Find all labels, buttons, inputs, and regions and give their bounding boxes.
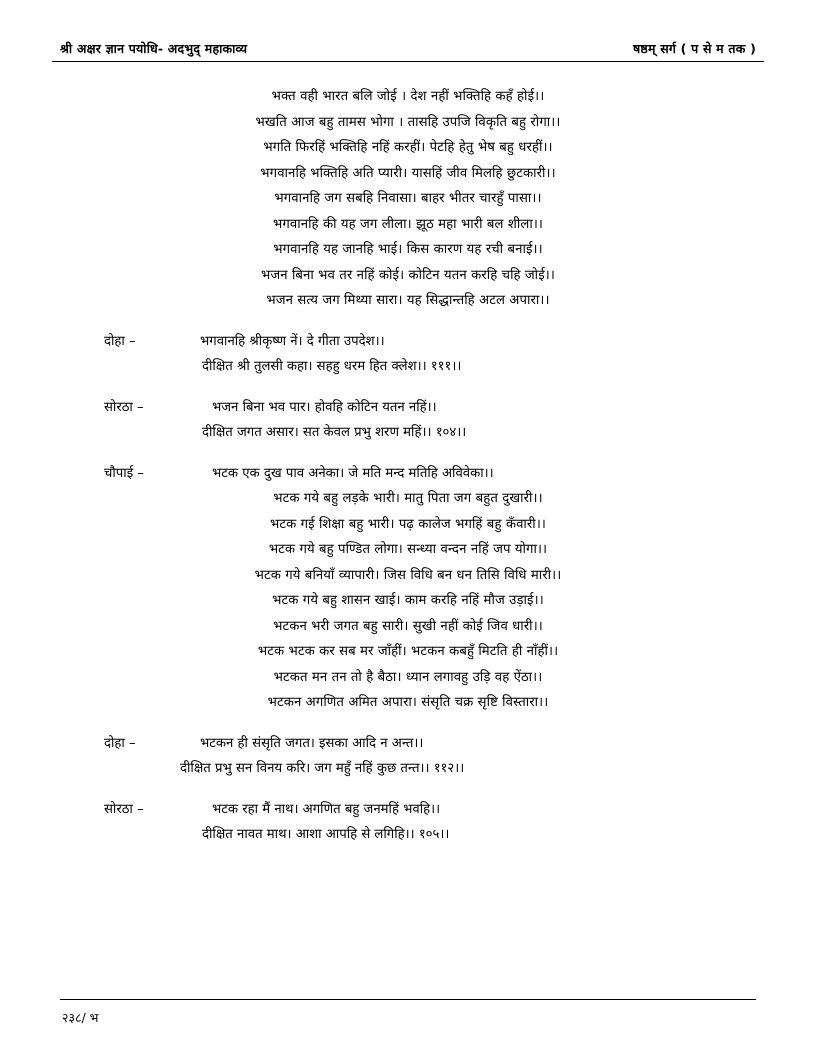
soratha-label: सोरठा –	[104, 801, 144, 817]
spacer	[52, 314, 764, 329]
doha-number: १११।।	[430, 359, 462, 374]
header-book-title: श्री अक्षर ज्ञान पयोधि- अदभुद् महाकाव्य	[60, 41, 248, 56]
soratha-number: १०५।।	[418, 827, 450, 842]
doha-second-line-row	[52, 354, 764, 380]
verse-block	[52, 84, 764, 314]
verse-line: भटक गये बहु पण्डित लोगा। सन्ध्या वन्दन नहिं जप योगा।।	[268, 542, 548, 557]
soratha-stanza	[52, 395, 764, 446]
spacer	[52, 446, 764, 461]
soratha-second-line: दीक्षित नावत माथ। आशा आपहि से लगिहि।।	[202, 827, 415, 842]
verse-line: भजन सत्य जग मिथ्या सारा। यह सिद्धान्तहि अटल अपारा।।	[266, 293, 550, 308]
verse-line: भटक गये बनियाँ व्यापारी। जिस विधि बन धन तिसि विधि मारी।।	[254, 567, 562, 583]
soratha-first-line-row	[52, 797, 764, 823]
soratha-first-line: भटक रहा मैं नाथ। अगणित बहु जनमहिं भवहि।।	[212, 801, 441, 817]
verse-line: भगति फिरहिं भक्तिहि नहिं करहीं। पेटहि हेतु भेष बहु धरहीं।।	[263, 140, 553, 155]
doha-second-line: दीक्षित प्रभु सन विनय करि। जग महुँ नहिं कुछ तन्त।।	[180, 761, 430, 776]
verse-line: भटकत मन तन तो है बैठा। ध्यान लगावहु उड़ि वह ऐंठा।।	[273, 669, 543, 685]
doha-first-line: भटकन ही संसृति जगत। इसका आदि न अन्त।।	[200, 735, 424, 751]
header-canto-title: षष्ठम् सर्ग ( प से म तक )	[633, 41, 756, 56]
doha-label: दोहा –	[104, 735, 136, 751]
page-header	[52, 40, 764, 61]
soratha-stanza	[52, 797, 764, 848]
soratha-label: सोरठा –	[104, 399, 144, 415]
verse-line: भटक गये बहु शासन खाई। काम करहि नहिं मौज उड़ाई।।	[272, 593, 544, 608]
soratha-number: १०४।।	[435, 425, 467, 440]
verse-line: भटकन भरी जगत बहु सारी। सुखी नहीं कोई जिव धारी।।	[273, 618, 543, 634]
verse-line: भटक भटक कर सब मर जाँहीं। भटकन कबहुँ मिटति ही नाँहीं।।	[257, 644, 559, 659]
chaupai-label: चौपाई –	[104, 465, 144, 481]
spacer	[52, 716, 764, 731]
header-divider	[52, 61, 764, 62]
verse-line: भटक गई शिक्षा बहु भारी। पढ़ कालेज भगहिं बहु कँवारी।।	[269, 516, 547, 532]
doha-label: दोहा –	[104, 333, 136, 349]
soratha-first-line-row	[52, 395, 764, 421]
spacer	[52, 782, 764, 797]
verse-line: भखति आज बहु तामस भोगा । तासहि उपजि विकृति बहु रोगा।।	[255, 114, 561, 130]
chaupai-first-line: भटक एक दुख पाव अनेका। जे मति मन्द मतिहि अविवेका।।	[212, 465, 494, 481]
verse-line: भगवानहि यह जानहि भाई। किस कारण यह रची बनाई।।	[273, 242, 543, 257]
doha-first-line-row	[52, 731, 764, 757]
doha-number: ११२।।	[433, 761, 465, 776]
doha-first-line: भगवानहि श्रीकृष्ण नें। दे गीता उपदेश।।	[200, 333, 385, 349]
doha-second-line-row	[52, 756, 764, 782]
verse-line: भगवानहि की यह जग लीला। झूठ महा भारी बल शीला।।	[272, 216, 544, 232]
verse-line: भटकन अगणित अमित अपारा। संसृति चक्र सृष्टि विस्तारा।।	[267, 695, 549, 710]
spacer	[52, 380, 764, 395]
verse-line: भगवानहि जग सबहि निवासा। बाहर भीतर चारहुँ पासा।।	[274, 191, 542, 206]
doha-second-line: दीक्षित श्री तुलसी कहा। सहहु धरम हित क्लेश।।	[202, 359, 427, 374]
soratha-second-line: दीक्षित जगत असार। सत केवल प्रभु शरण महिं।।	[202, 425, 432, 440]
verse-line: भजन बिना भव तर नहिं कोई। कोटिन यतन करहि चहि जोई।।	[261, 267, 555, 283]
doha-first-line-row	[52, 329, 764, 355]
footer-divider	[60, 999, 756, 1000]
page-number: २३८/ भ	[62, 1010, 99, 1025]
chaupai-first-line-row	[52, 461, 764, 487]
doha-stanza	[52, 731, 764, 782]
doha-stanza	[52, 329, 764, 380]
soratha-second-line-row	[52, 822, 764, 848]
verse-line: भक्त वही भारत बलि जोई । देश नहीं भक्तिहि कहँ होई।।	[271, 89, 545, 104]
soratha-second-line-row	[52, 420, 764, 446]
soratha-first-line: भजन बिना भव पार। होवहि कोटिन यतन नहिं।।	[212, 399, 437, 415]
page-content	[52, 84, 764, 848]
chaupai-stanza	[52, 461, 764, 716]
verse-line: भगवानहि भक्तिहि अति प्यारी। यासहिं जीव मिलहि छुटकारी।।	[260, 165, 556, 181]
verse-line: भटक गये बहु लड़के भारी। मातु पिता जग बहुत दुखारी।।	[273, 491, 543, 506]
